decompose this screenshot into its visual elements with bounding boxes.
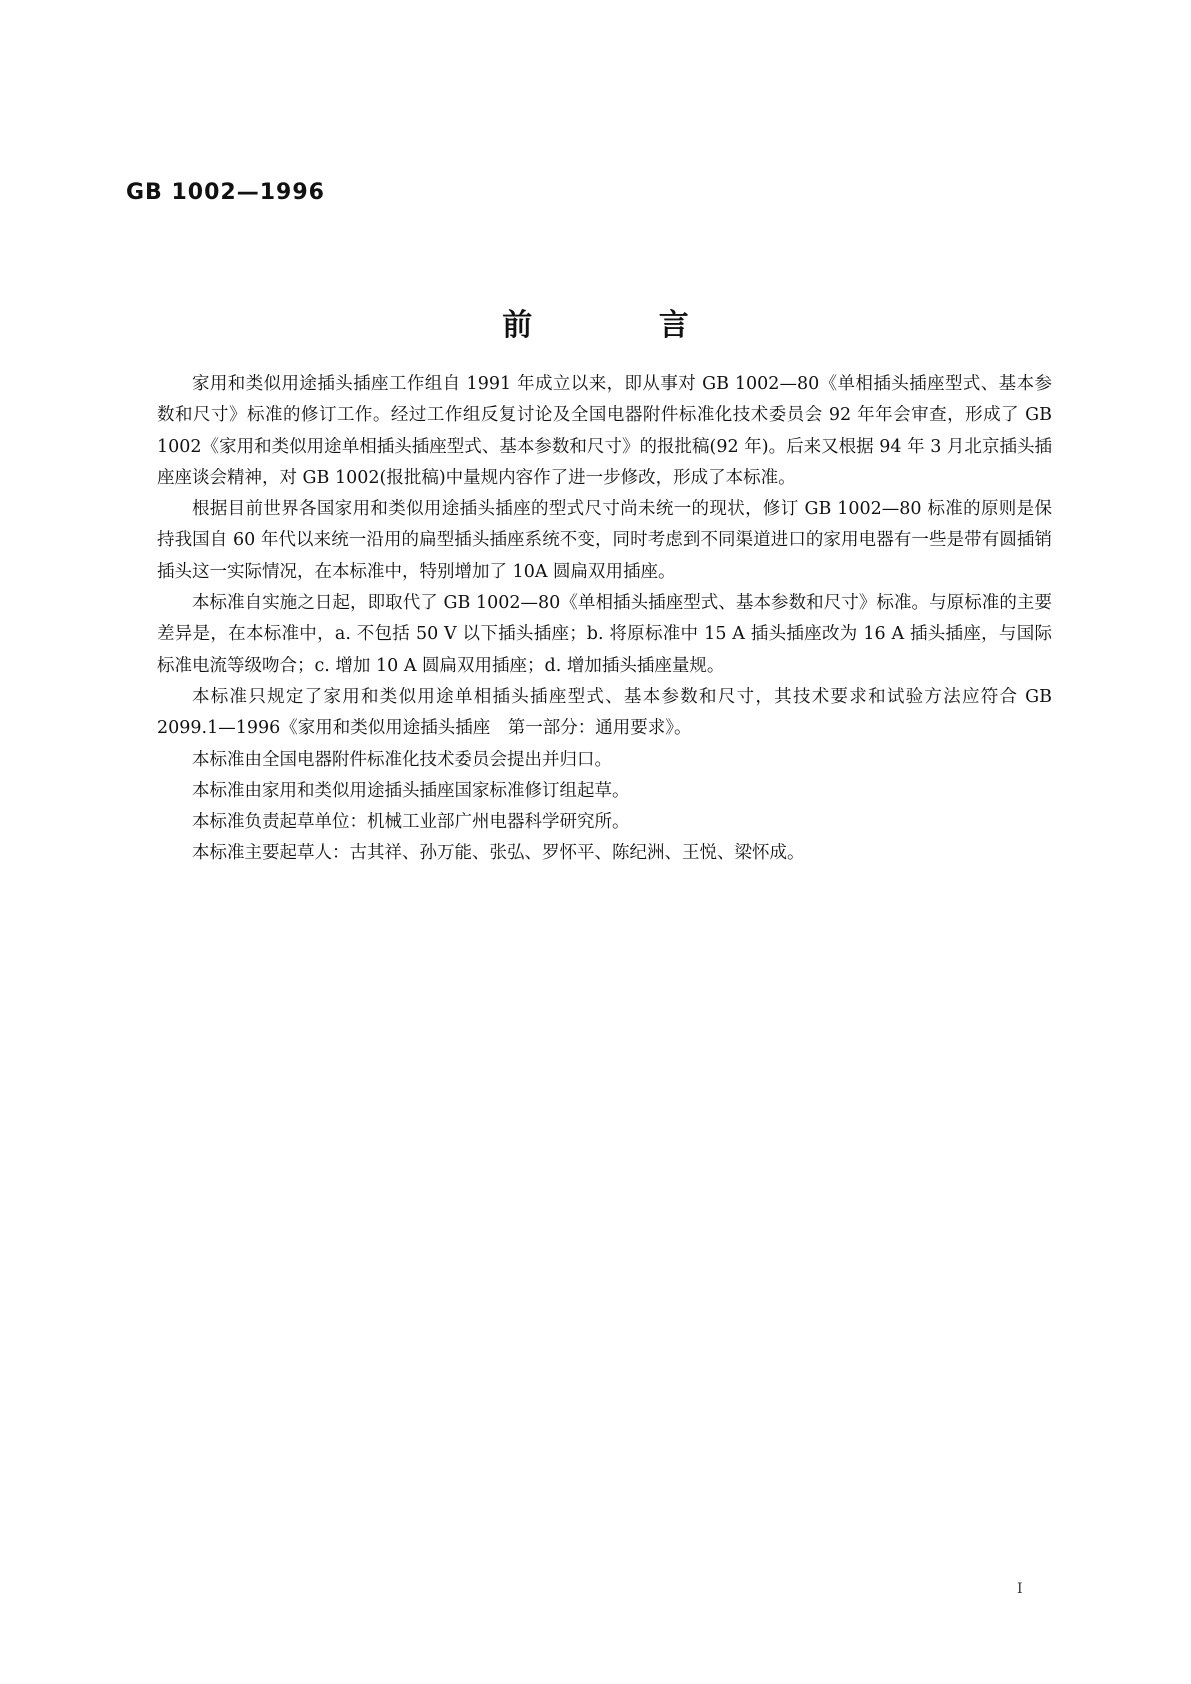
paragraph-history: 家用和类似用途插头插座工作组自 1991 年成立以来，即从事对 GB 1002—80《单相插头插座型式、基本参数和尺寸》标准的修订工作。经过工作组反复讨论及全国电器附件标准化技术委员会 92 年年会审查，形成了 GB 1002《家用和类似用途单相插头插座型式、基本参数和尺寸》的报批稿(92 年)。后来又根据 94 年 3 月北京插头插座座谈会精神，对 GB 1002(报批稿)中量规内容作了进一步修改，形成了本标准。 — [157, 374, 1052, 488]
standard-code-header: GB 1002—1996 — [126, 180, 325, 205]
paragraph-drafting-unit: 本标准负责起草单位：机械工业部广州电器科学研究所。 — [192, 812, 630, 833]
foreword-title: 前 言 — [502, 308, 747, 343]
paragraph-scope: 本标准只规定了家用和类似用途单相插头插座型式、基本参数和尺寸，其技术要求和试验方法应符合 GB 2099.1—1996《家用和类似用途插头插座 第一部分：通用要求》。 — [157, 686, 1052, 739]
paragraph-differences: 本标准自实施之日起，即取代了 GB 1002—80《单相插头插座型式、基本参数和尺寸》标准。与原标准的主要差异是，在本标准中，a. 不包括 50 V 以下插头插座；b. 将原标准中 15 A 插头插座改为 16 A 插头插座，与国际标准电流等级吻合；c. 增加 10 A 圆扁双用插座；d. 增加插头插座量规。 — [157, 593, 1052, 676]
paragraph-drafted-by: 本标准由家用和类似用途插头插座国家标准修订组起草。 — [192, 780, 630, 801]
page-number: I — [1017, 1581, 1023, 1597]
paragraph-drafters: 本标准主要起草人：古其祥、孙万能、张弘、罗怀平、陈纪洲、王悦、梁怀成。 — [192, 843, 805, 864]
paragraph-principle: 根据目前世界各国家用和类似用途插头插座的型式尺寸尚未统一的现状，修订 GB 1002—80 标准的原则是保持我国自 60 年代以来统一沿用的扁型插头插座系统不变，同时考虑到不同渠道进口的家用电器有一些是带有圆插销插头这一实际情况，在本标准中，特别增加了 10A 圆扁双用插座。 — [157, 499, 1052, 582]
paragraph-proposed-by: 本标准由全国电器附件标准化技术委员会提出并归口。 — [192, 749, 612, 770]
foreword-body — [157, 369, 1052, 870]
